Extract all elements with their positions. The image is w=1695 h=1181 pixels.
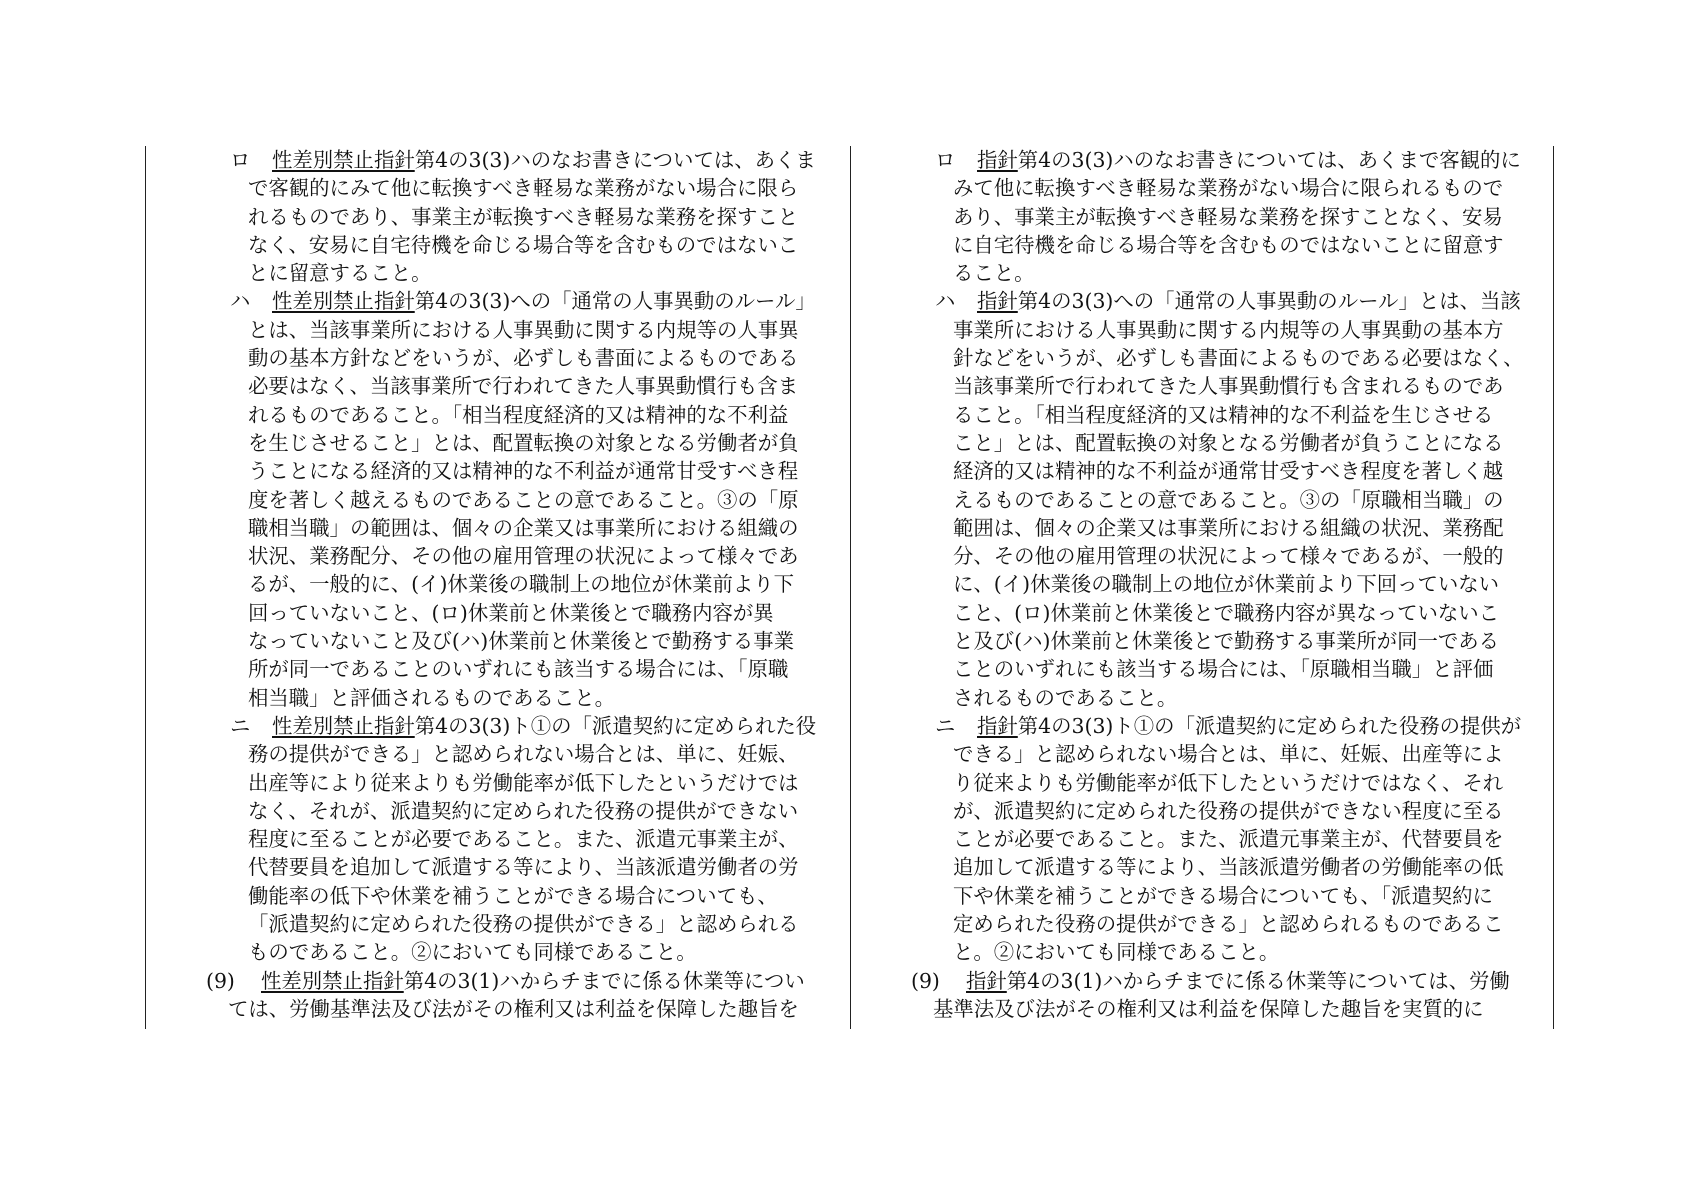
- text-line: [146, 910, 841, 938]
- line-text: 第4の3(3)ハのなお書きについては、あくまで客観的に: [1017, 148, 1521, 172]
- text-line: [851, 599, 1547, 627]
- line-text: とは、当該事業所における人事異動に関する内規等の人事異: [248, 317, 799, 342]
- text-line: [146, 287, 841, 315]
- line-text: 第4の3(3)ト①の「派遣契約に定められた役務の提供が: [1017, 713, 1522, 738]
- text-line: [146, 740, 841, 768]
- line-text: と。②においても同様であること。: [953, 940, 1280, 965]
- line-text: 務の提供ができる」と認められない場合とは、単に、妊娠、: [248, 742, 799, 767]
- item-marker: (9): [911, 968, 940, 993]
- line-text: 動の基本方針などをいうが、必ずしも書面によるものである: [248, 346, 799, 371]
- line-text: なく、それが、派遣契約に定められた役務の提供ができない: [248, 798, 799, 823]
- line-text: れるものであり、事業主が転換すべき軽易な業務を探すこと: [248, 204, 799, 229]
- text-line: [146, 174, 841, 202]
- right-column: [851, 146, 1547, 1023]
- paragraph-item: [851, 967, 1547, 1024]
- text-line: [146, 457, 841, 485]
- text-line: [851, 372, 1547, 400]
- line-text: が、派遣契約に定められた役務の提供ができない程度に至る: [953, 798, 1504, 823]
- line-text: 第4の3(1)ハからチまでに係る休業等については、労働: [1006, 968, 1510, 993]
- line-text: ること。: [953, 261, 1035, 286]
- line-text: 代替要員を追加して派遣する等により、当該派遣労働者の労: [248, 855, 799, 880]
- text-line: [851, 401, 1547, 429]
- line-text: 分、その他の雇用管理の状況によって様々であるが、一般的: [953, 544, 1504, 569]
- text-line: [851, 514, 1547, 542]
- paragraph-item: [851, 146, 1547, 287]
- text-line: [146, 769, 841, 797]
- line-text: 出産等により従来よりも労働能率が低下したというだけでは: [248, 770, 799, 795]
- right-column-right-rule: [1553, 146, 1554, 1029]
- line-text: 程度に至ることが必要であること。また、派遣元事業主が、: [248, 827, 799, 852]
- line-text: ことのいずれにも該当する場合には、「原職相当職」と評価: [953, 657, 1494, 682]
- line-text: なっていないこと及び(ハ)休業前と休業後とで勤務する事業: [248, 629, 795, 654]
- text-line: [146, 627, 841, 655]
- line-text: 事業所における人事異動に関する内規等の人事異動の基本方: [953, 317, 1504, 342]
- paragraph-item: [146, 967, 841, 1024]
- line-text: えるものであることの意であること。③の「原職相当職」の: [953, 487, 1504, 512]
- line-text: なく、安易に自宅待機を命じる場合等を含むものではないこ: [248, 232, 799, 257]
- text-line: [146, 259, 841, 287]
- line-text: ものであること。②においても同様であること。: [248, 940, 697, 965]
- text-line: [851, 797, 1547, 825]
- line-text: できる」と認められない場合とは、単に、妊娠、出産等によ: [953, 742, 1504, 767]
- line-text: 第4の3(1)ハからチまでに係る休業等につい: [403, 968, 805, 993]
- item-marker: (9): [206, 968, 235, 993]
- guideline-reference: 性差別禁止指針: [261, 968, 404, 993]
- text-line: [146, 344, 841, 372]
- line-text: こと」とは、配置転換の対象となる労働者が負うことになる: [953, 430, 1504, 455]
- text-line: [146, 938, 841, 966]
- line-text: 追加して派遣する等により、当該派遣労働者の労働能率の低: [953, 855, 1504, 880]
- text-line: [146, 655, 841, 683]
- line-text: 第4の3(3)ハのなお書きについては、あくま: [414, 148, 816, 172]
- line-text: 定められた役務の提供ができる」と認められるものであるこ: [953, 912, 1504, 937]
- text-line: [146, 146, 841, 174]
- line-text: 下や休業を補うことができる場合についても、「派遣契約に: [953, 883, 1493, 908]
- text-line: [851, 712, 1547, 740]
- line-text: 範囲は、個々の企業又は事業所における組織の状況、業務配: [953, 515, 1504, 540]
- line-text: 状況、業務配分、その他の雇用管理の状況によって様々であ: [248, 544, 799, 569]
- text-line: [146, 882, 841, 910]
- line-text: 所が同一であることのいずれにも該当する場合には、「原職: [248, 657, 789, 682]
- text-line: [146, 853, 841, 881]
- guideline-reference: 指針: [966, 968, 1007, 993]
- line-text: 第4の3(3)への「通常の人事異動のルール」とは、当該: [1017, 289, 1521, 314]
- line-text: に自宅待機を命じる場合等を含むものではないことに留意す: [953, 232, 1504, 257]
- text-line: [851, 231, 1547, 259]
- text-line: [146, 712, 841, 740]
- text-line: [851, 316, 1547, 344]
- text-line: [851, 627, 1547, 655]
- line-text: とに留意すること。: [248, 261, 432, 286]
- text-line: [851, 203, 1547, 231]
- text-line: [146, 429, 841, 457]
- paragraph-item: [146, 712, 841, 967]
- guideline-reference: 性差別禁止指針: [272, 148, 415, 172]
- text-line: [146, 797, 841, 825]
- text-line: [146, 684, 841, 712]
- line-text: 経済的又は精神的な不利益が通常甘受すべき程度を著しく越: [953, 459, 1504, 484]
- guideline-reference: 性差別禁止指針: [272, 289, 415, 314]
- text-line: [851, 684, 1547, 712]
- line-text: 働能率の低下や休業を補うことができる場合についても、: [248, 883, 778, 908]
- line-text: 基準法及び法がその権利又は利益を保障した趣旨を実質的に: [933, 996, 1484, 1021]
- line-text: うことになる経済的又は精神的な不利益が通常甘受すべき程: [248, 459, 799, 484]
- line-text: を生じさせること」とは、配置転換の対象となる労働者が負: [248, 430, 799, 455]
- line-text: 針などをいうが、必ずしも書面によるものである必要はなく、: [953, 346, 1524, 371]
- line-text: 職相当職」の範囲は、個々の企業又は事業所における組織の: [248, 515, 799, 540]
- text-line: [146, 967, 841, 995]
- line-text: れるものであること。「相当程度経済的又は精神的な不利益: [248, 402, 789, 427]
- text-line: [851, 655, 1547, 683]
- line-text: ことが必要であること。また、派遣元事業主が、代替要員を: [953, 827, 1504, 852]
- text-line: [851, 287, 1547, 315]
- text-line: [851, 853, 1547, 881]
- text-line: [851, 740, 1547, 768]
- text-line: [851, 825, 1547, 853]
- item-marker: ハ: [935, 289, 956, 314]
- text-line: [146, 542, 841, 570]
- line-text: るが、一般的に、(イ)休業後の職制上の地位が休業前より下: [248, 572, 795, 597]
- guideline-reference: 指針: [977, 713, 1018, 738]
- text-line: [851, 570, 1547, 598]
- text-line: [851, 174, 1547, 202]
- text-line: [146, 316, 841, 344]
- guideline-reference: 性差別禁止指針: [272, 713, 415, 738]
- line-text: 「派遣契約に定められた役務の提供ができる」と認められる: [248, 912, 799, 937]
- guideline-reference: 指針: [977, 289, 1018, 314]
- line-text: り従来よりも労働能率が低下したというだけではなく、それ: [953, 770, 1504, 795]
- text-line: [146, 570, 841, 598]
- paragraph-item: [851, 712, 1547, 967]
- text-line: [146, 486, 841, 514]
- line-text: 当該事業所で行われてきた人事異動慣行も含まれるものであ: [953, 374, 1504, 399]
- line-text: こと、(ロ)休業前と休業後とで職務内容が異なっていないこ: [953, 600, 1500, 625]
- guideline-reference: 指針: [977, 148, 1018, 172]
- text-line: [146, 599, 841, 627]
- line-text: で客観的にみて他に転換すべき軽易な業務がない場合に限ら: [248, 176, 799, 201]
- text-line: [851, 429, 1547, 457]
- line-text: 第4の3(3)への「通常の人事異動のルール」: [414, 289, 816, 314]
- line-text: 必要はなく、当該事業所で行われてきた人事異動慣行も含ま: [248, 374, 799, 399]
- text-line: [146, 372, 841, 400]
- text-line: [851, 457, 1547, 485]
- text-line: [146, 203, 841, 231]
- text-line: [851, 769, 1547, 797]
- text-line: [851, 259, 1547, 287]
- item-marker: ロ: [935, 148, 956, 172]
- text-line: [146, 995, 841, 1023]
- text-line: [851, 910, 1547, 938]
- left-column: [146, 146, 841, 1023]
- text-line: [851, 995, 1547, 1023]
- line-text: みて他に転換すべき軽易な業務がない場合に限られるもので: [953, 176, 1504, 201]
- text-line: [146, 401, 841, 429]
- paragraph-item: [851, 287, 1547, 711]
- text-line: [851, 882, 1547, 910]
- line-text: 相当職」と評価されるものであること。: [248, 685, 616, 710]
- text-line: [851, 344, 1547, 372]
- line-text: と及び(ハ)休業前と休業後とで勤務する事業所が同一である: [953, 629, 1500, 654]
- item-marker: ハ: [230, 289, 251, 314]
- text-line: [146, 514, 841, 542]
- line-text: されるものであること。: [953, 685, 1178, 710]
- line-text: 度を著しく越えるものであることの意であること。③の「原: [248, 487, 799, 512]
- item-marker: ニ: [230, 713, 251, 738]
- line-text: あり、事業主が転換すべき軽易な業務を探すことなく、安易: [953, 204, 1503, 229]
- text-line: [851, 146, 1547, 174]
- line-text: ること。「相当程度経済的又は精神的な不利益を生じさせる: [953, 402, 1494, 427]
- text-line: [146, 231, 841, 259]
- text-line: [851, 486, 1547, 514]
- text-line: [146, 825, 841, 853]
- item-marker: ニ: [935, 713, 956, 738]
- line-text: 回っていないこと、(ロ)休業前と休業後とで職務内容が異: [248, 600, 774, 625]
- text-line: [851, 938, 1547, 966]
- line-text: 第4の3(3)ト①の「派遣契約に定められた役: [414, 713, 817, 738]
- text-line: [851, 967, 1547, 995]
- paragraph-item: [146, 287, 841, 711]
- paragraph-item: [146, 146, 841, 287]
- line-text: に、(イ)休業後の職制上の地位が休業前より下回っていない: [953, 572, 1500, 597]
- item-marker: ロ: [230, 148, 251, 172]
- text-line: [851, 542, 1547, 570]
- line-text: ては、労働基準法及び法がその権利又は利益を保障した趣旨を: [228, 996, 799, 1021]
